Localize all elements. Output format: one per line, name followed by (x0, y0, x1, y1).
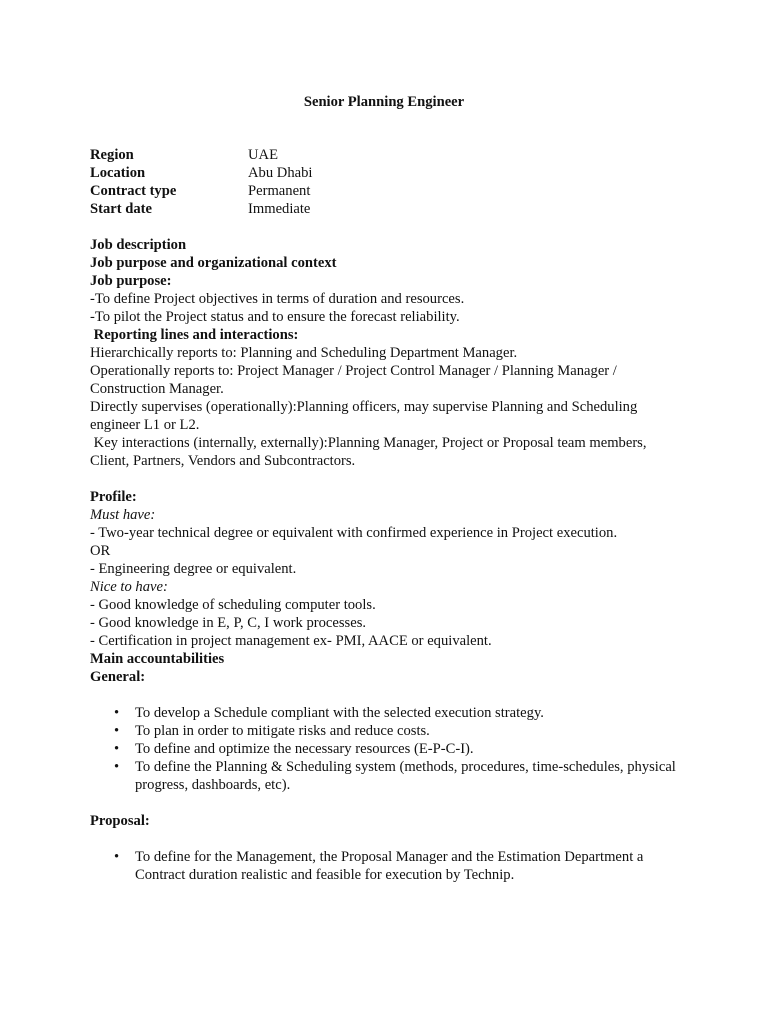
list-item-text: To define and optimize the necessary resources (E-P-C-I). (135, 741, 474, 757)
reporting-line: Directly supervises (operationally):Planning officers, may supervise Planning and Scheduling (90, 399, 638, 415)
reporting-line: Construction Manager. (90, 381, 224, 397)
spacer (90, 686, 705, 704)
contract-type-label: Contract type (90, 183, 177, 199)
job-purpose-line: -To pilot the Project status and to ensure the forecast reliability. (90, 309, 460, 325)
location-value: Abu Dhabi (248, 165, 313, 181)
must-have-label: Must have: (90, 507, 156, 523)
reporting-line: Hierarchically reports to: Planning and Scheduling Department Manager. (90, 345, 518, 361)
profile-heading: Profile: (90, 489, 137, 505)
start-date-label: Start date (90, 201, 153, 217)
list-item-text: To define the Planning & Scheduling system (methods, procedures, time-schedules, physical (135, 759, 676, 775)
document-body (90, 236, 705, 884)
or-separator: OR (90, 543, 111, 559)
job-purpose-heading: Job purpose: (90, 273, 172, 289)
nice-to-have-label: Nice to have: (90, 579, 168, 595)
list-item (90, 740, 705, 758)
location-label: Location (90, 165, 146, 181)
reporting-line: Operationally reports to: Project Manager / Project Control Manager / Planning Manager / (90, 363, 617, 379)
reporting-lines-heading: Reporting lines and interactions: (90, 327, 299, 343)
spacer (90, 830, 705, 848)
bullet-icon: • (114, 741, 120, 757)
bullet-icon: • (114, 723, 120, 739)
general-bullet-list (90, 704, 705, 794)
must-have-item: - Two-year technical degree or equivalent with confirmed experience in Project execution. (90, 525, 618, 541)
nice-to-have-item: - Good knowledge of scheduling computer tools. (90, 597, 376, 613)
info-row-start-date (90, 200, 312, 218)
general-heading: General: (90, 669, 146, 685)
list-item-text: To define for the Management, the Proposal Manager and the Estimation Department a (135, 849, 644, 865)
reporting-line: Key interactions (internally, externally):Planning Manager, Project or Proposal team members, (90, 435, 647, 451)
nice-to-have-item: - Good knowledge in E, P, C, I work processes. (90, 615, 367, 631)
bullet-icon: • (114, 849, 120, 865)
proposal-heading: Proposal: (90, 813, 150, 829)
list-item-text-continued: progress, dashboards, etc). (135, 777, 291, 793)
spacer (90, 470, 705, 488)
info-row-location (90, 164, 312, 182)
list-item (90, 758, 705, 794)
proposal-bullet-list (90, 848, 705, 884)
reporting-line: Client, Partners, Vendors and Subcontractors. (90, 453, 356, 469)
spacer (90, 794, 705, 812)
job-info-table (90, 146, 312, 218)
list-item (90, 722, 705, 740)
nice-to-have-item: - Certification in project management ex- PMI, AACE or equivalent. (90, 633, 492, 649)
page-title: Senior Planning Engineer (303, 94, 465, 110)
contract-type-value: Permanent (248, 183, 311, 199)
info-row-contract (90, 182, 312, 200)
start-date-value: Immediate (248, 201, 311, 217)
reporting-line: engineer L1 or L2. (90, 417, 200, 433)
job-description-heading: Job description (90, 237, 187, 253)
job-context-heading: Job purpose and organizational context (90, 255, 337, 271)
region-value: UAE (248, 147, 278, 163)
list-item (90, 704, 705, 722)
list-item-text-continued: Contract duration realistic and feasible for execution by Technip. (135, 867, 515, 883)
main-accountabilities-heading: Main accountabilities (90, 651, 225, 667)
info-row-region (90, 146, 312, 164)
list-item (90, 848, 705, 884)
list-item-text: To develop a Schedule compliant with the selected execution strategy. (135, 705, 544, 721)
bullet-icon: • (114, 705, 120, 721)
must-have-item: - Engineering degree or equivalent. (90, 561, 297, 577)
bullet-icon: • (114, 759, 120, 775)
job-purpose-line: -To define Project objectives in terms of duration and resources. (90, 291, 465, 307)
region-label: Region (90, 147, 134, 163)
list-item-text: To plan in order to mitigate risks and reduce costs. (135, 723, 430, 739)
